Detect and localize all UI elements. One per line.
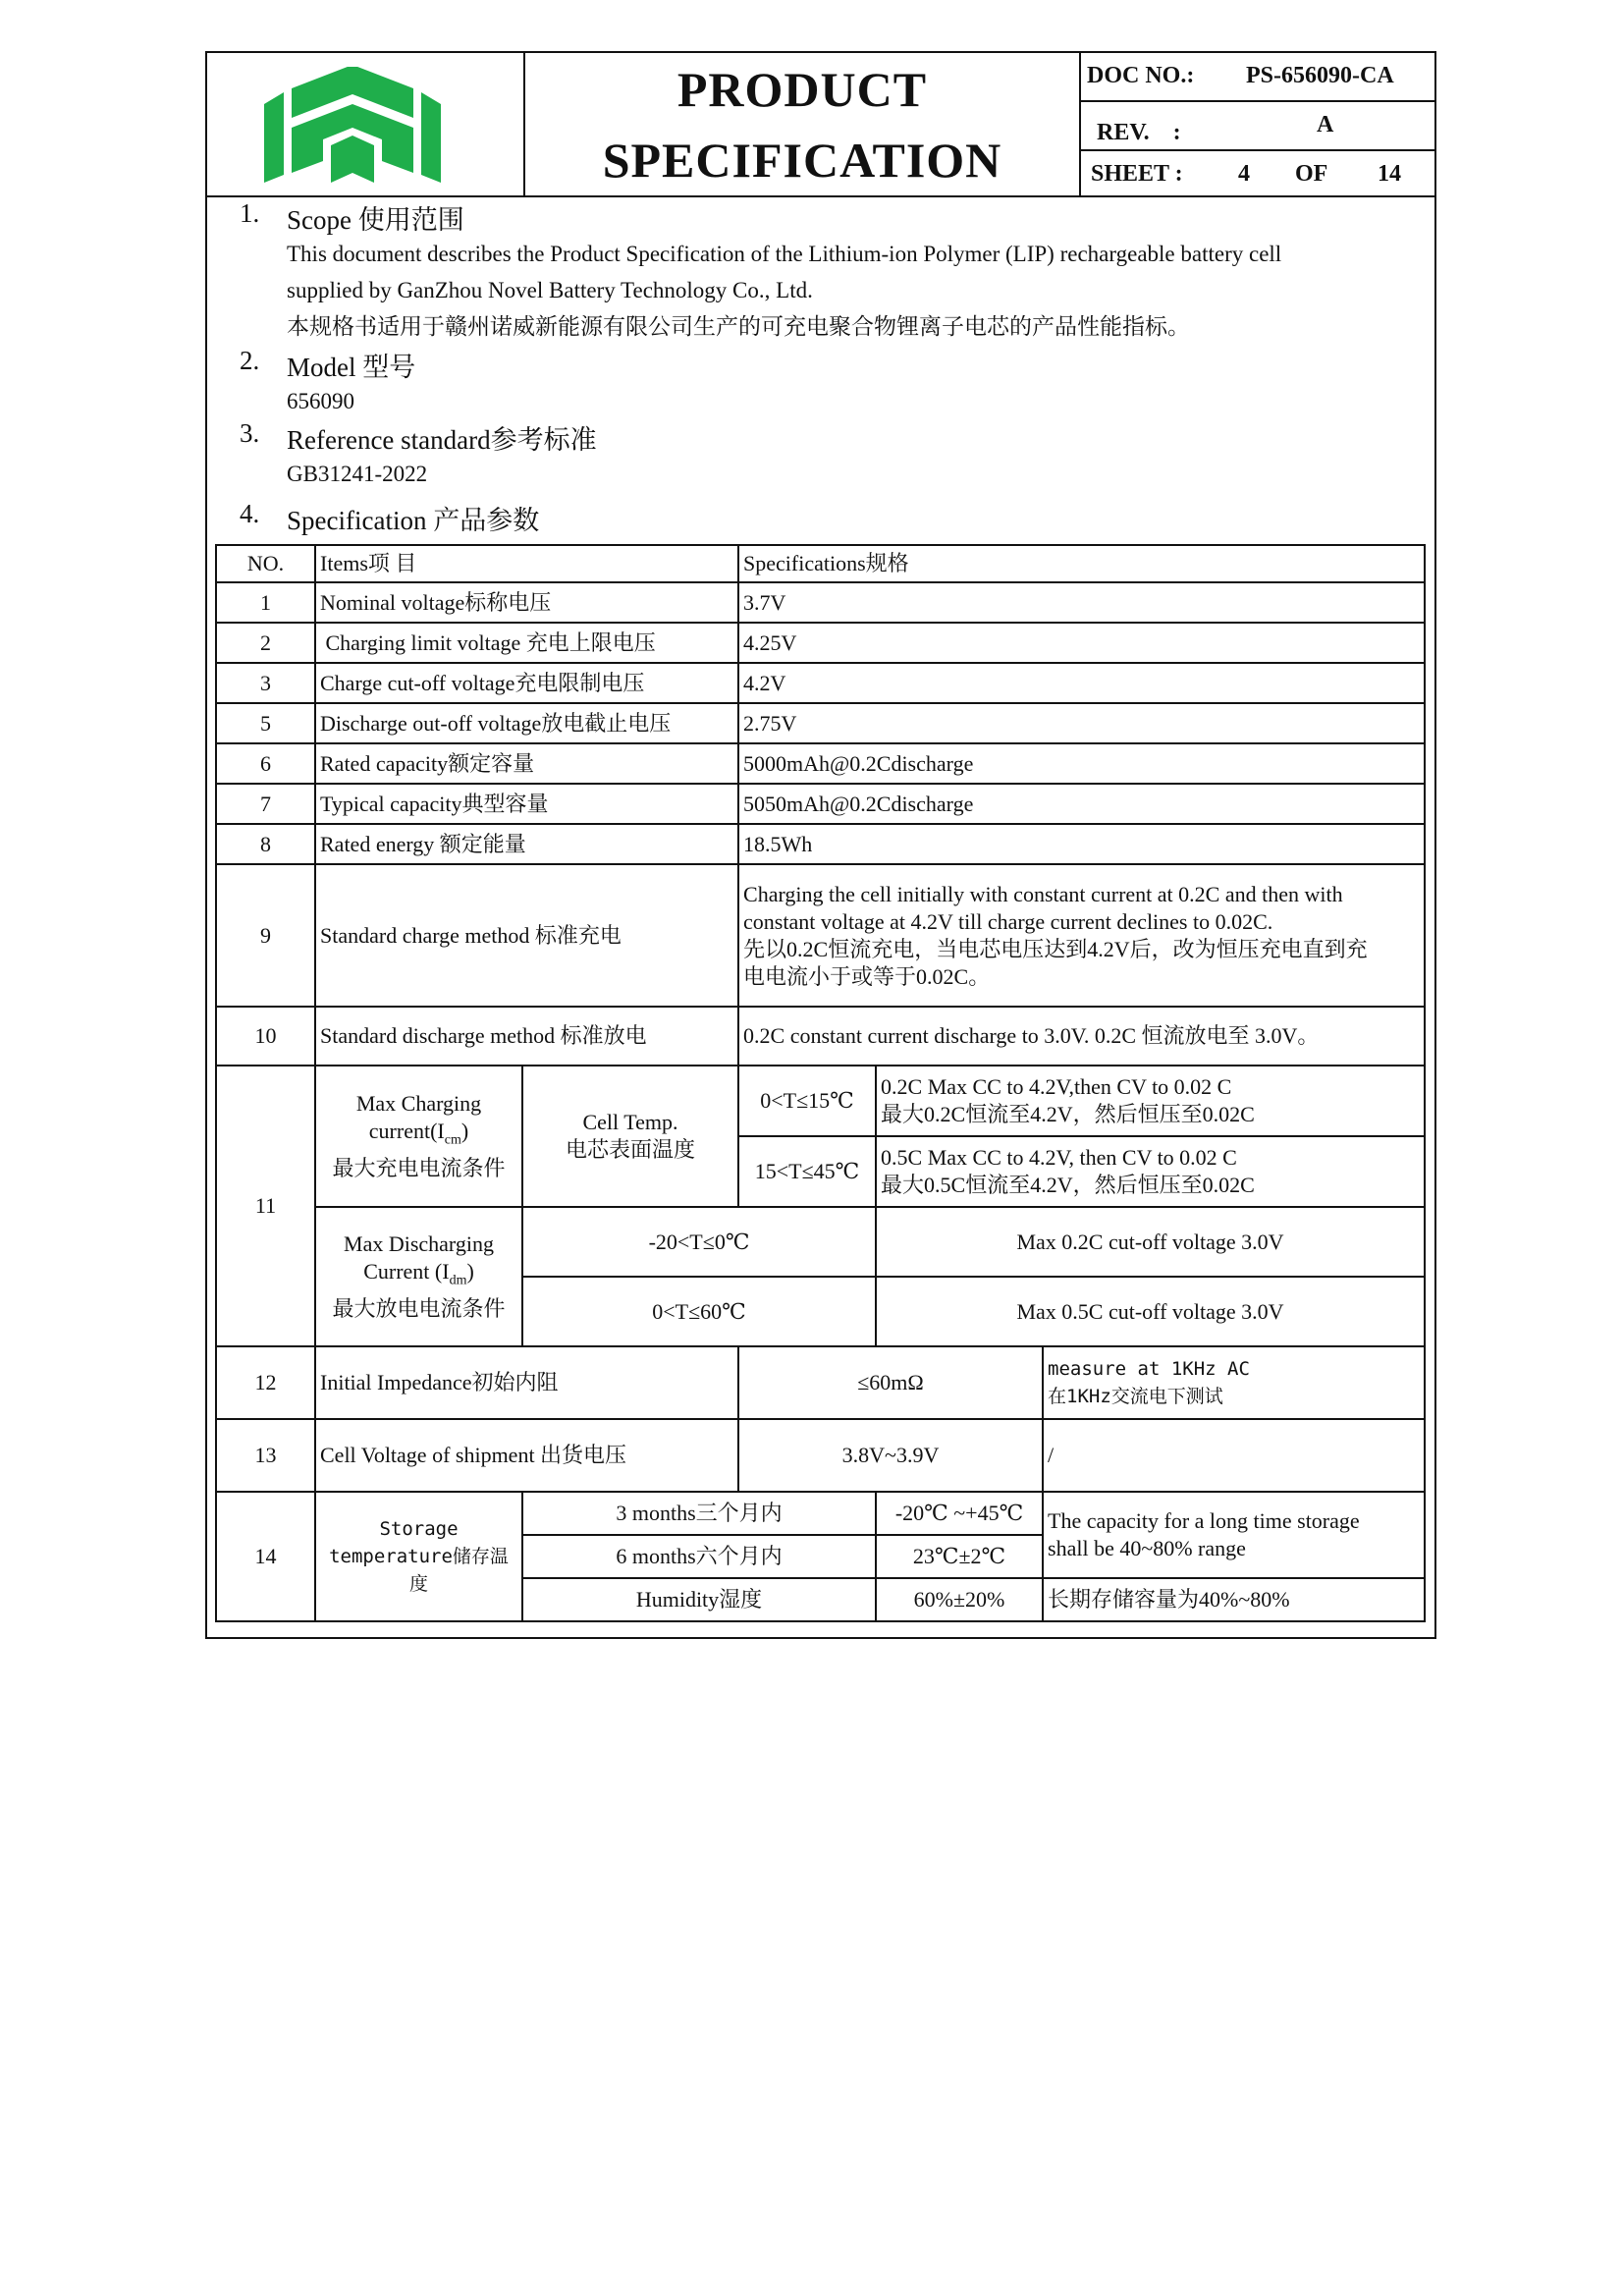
storage-value: 60%±20% (876, 1578, 1043, 1621)
spec-line: 先以0.2C恒流充电，当电芯电压达到4.2V后，改为恒压充电直到充 (743, 936, 1368, 961)
storage-humidity: Humidity湿度 (522, 1578, 876, 1621)
row-item: Nominal voltage标称电压 (315, 582, 738, 623)
row-item: Discharge out-off voltage放电截止电压 (315, 703, 738, 743)
row-spec: 3.7V (738, 582, 1425, 623)
row-spec: 5000mAh@0.2Cdischarge (738, 743, 1425, 784)
temp-range: 15<T≤45℃ (738, 1136, 876, 1207)
section-title: Scope 使用范围 (287, 205, 464, 235)
spec-line: 电电流小于或等于0.02C。 (743, 963, 991, 989)
temp-range: 0<T≤60℃ (522, 1277, 876, 1346)
reference-value: GB31241-2022 (287, 462, 428, 486)
label-line: 最大充电电流条件 (332, 1155, 506, 1180)
row-spec: 4.2V (738, 663, 1425, 703)
label-line: temperature储存温 (329, 1546, 509, 1567)
row-no: 9 (216, 864, 315, 1007)
model-value: 656090 (287, 389, 354, 413)
row-no: 10 (216, 1007, 315, 1066)
specification-table (215, 544, 1426, 1622)
row-spec: 2.75V (738, 703, 1425, 743)
label-line: 最大放电电流条件 (332, 1295, 506, 1321)
label-line (320, 1258, 517, 1294)
note-line: measure at 1KHz AC (1048, 1358, 1250, 1380)
storage-value: 23℃±2℃ (876, 1535, 1043, 1578)
section-title: Specification 产品参数 (287, 506, 540, 535)
row-spec: 18.5Wh (738, 824, 1425, 864)
cell-temp-label (522, 1066, 738, 1207)
row-no: 2 (216, 623, 315, 663)
table-row (216, 784, 1425, 824)
spec-line: 最大0.2C恒流至4.2V，然后恒压至0.02C (881, 1102, 1255, 1126)
scope-line: supplied by GanZhou Novel Battery Technology Co., Ltd. (287, 278, 813, 302)
row-no: 6 (216, 743, 315, 784)
row-note: / (1043, 1419, 1425, 1492)
document-meta (1081, 53, 1434, 195)
header-items: Items项 目 (315, 545, 738, 582)
note-line: shall be 40~80% range (1048, 1536, 1246, 1560)
row-item: Standard discharge method 标准放电 (315, 1007, 738, 1066)
document-title (525, 53, 1081, 195)
table-header-row (216, 545, 1425, 582)
document-header (207, 53, 1434, 197)
table-row (216, 1492, 1425, 1535)
row-no: 7 (216, 784, 315, 824)
note-line: 在1KHz交流电下测试 (1048, 1386, 1223, 1407)
header-no: NO. (216, 545, 315, 582)
table-row (216, 743, 1425, 784)
label-line: Storage (379, 1518, 459, 1540)
sheet-label: SHEET : (1091, 161, 1183, 187)
table-row (216, 663, 1425, 703)
company-logo-icon (264, 67, 441, 183)
spec-line: Charging the cell initially with constant current at 0.2C and then with (743, 881, 1343, 906)
label-text: ) (466, 1259, 474, 1285)
label-line: 度 (408, 1573, 428, 1595)
table-row (216, 1007, 1425, 1066)
temp-spec: Max 0.5C cut-off voltage 3.0V (876, 1277, 1425, 1346)
doc-no-row (1081, 53, 1434, 102)
row-value: 3.8V~3.9V (738, 1419, 1043, 1492)
table-row (216, 1419, 1425, 1492)
max-charging-label (315, 1066, 522, 1207)
spec-line: 0.5C Max CC to 4.2V, then CV to 0.02 C (881, 1145, 1237, 1170)
row-value: ≤60mΩ (738, 1346, 1043, 1419)
temp-range: 0<T≤15℃ (738, 1066, 876, 1136)
label-text: ) (460, 1119, 469, 1144)
label-subscript: dm (449, 1273, 467, 1288)
temp-range: -20<T≤0℃ (522, 1207, 876, 1277)
doc-no-label: DOC NO.: (1087, 63, 1195, 88)
table-row (216, 824, 1425, 864)
title-line-1: PRODUCT (676, 62, 928, 117)
row-spec: 0.2C constant current discharge to 3.0V. 0.2C 恒流放电至 3.0V。 (738, 1007, 1425, 1066)
storage-value: -20℃ ~+45℃ (876, 1492, 1043, 1535)
row-item: Rated energy 额定能量 (315, 824, 738, 864)
row-item: Rated capacity额定容量 (315, 743, 738, 784)
note-line: The capacity for a long time storage (1048, 1508, 1360, 1533)
row-item: Typical capacity典型容量 (315, 784, 738, 824)
table-row (216, 1066, 1425, 1136)
label-subscript: cm (444, 1132, 461, 1148)
row-note (1043, 1346, 1425, 1419)
label-text: current(I (368, 1119, 445, 1144)
storage-period: 6 months六个月内 (522, 1535, 876, 1578)
label-line: Max Discharging (344, 1231, 494, 1257)
row-no: 5 (216, 703, 315, 743)
max-discharging-label (315, 1207, 522, 1346)
row-no: 13 (216, 1419, 315, 1492)
row-no: 1 (216, 582, 315, 623)
label-text: Current (I (363, 1259, 450, 1285)
label-line: 电芯表面温度 (566, 1137, 696, 1162)
table-row (216, 623, 1425, 663)
row-no: 3 (216, 663, 315, 703)
table-row (216, 864, 1425, 1007)
sheet-value: 4 (1238, 161, 1250, 187)
section-number: 1. (240, 198, 260, 228)
label-line: Max Charging (355, 1091, 482, 1117)
temp-spec (876, 1136, 1425, 1207)
sheet-row (1081, 151, 1434, 198)
storage-period: 3 months三个月内 (522, 1492, 876, 1535)
row-item: Charging limit voltage 充电上限电压 (315, 623, 738, 663)
scope-line: This document describes the Product Specification of the Lithium-ion Polymer (LIP) rechargeable battery cell (287, 242, 1282, 266)
doc-no-value: PS-656090-CA (1246, 63, 1394, 88)
row-no: 14 (216, 1492, 315, 1621)
row-item: Standard charge method 标准充电 (315, 864, 738, 1007)
scope-text (287, 236, 1426, 345)
of-label: OF (1295, 161, 1328, 187)
storage-label (315, 1492, 522, 1621)
row-no: 12 (216, 1346, 315, 1419)
table-row (216, 703, 1425, 743)
section-number: 2. (240, 346, 260, 375)
spec-line: constant voltage at 4.2V till charge current declines to 0.02C. (743, 908, 1273, 934)
row-spec: 5050mAh@0.2Cdischarge (738, 784, 1425, 824)
label-line (320, 1118, 517, 1154)
row-spec: 4.25V (738, 623, 1425, 663)
rev-label: REV. : (1097, 120, 1181, 145)
rev-value: A (1317, 112, 1334, 137)
section-title: Model 型号 (287, 353, 416, 382)
table-row (216, 1346, 1425, 1419)
header-spec: Specifications规格 (738, 545, 1425, 582)
title-line-2: SPECIFICATION (602, 133, 1002, 188)
section-title: Reference standard参考标准 (287, 425, 597, 455)
row-no: 8 (216, 824, 315, 864)
section-number: 3. (240, 418, 260, 448)
storage-note: 长期存储容量为40%~80% (1043, 1578, 1425, 1621)
row-item: Charge cut-off voltage充电限制电压 (315, 663, 738, 703)
temp-spec: Max 0.2C cut-off voltage 3.0V (876, 1207, 1425, 1277)
table-row (216, 582, 1425, 623)
row-spec (738, 864, 1425, 1007)
rev-row (1081, 102, 1434, 151)
logo-cell (207, 53, 525, 195)
temp-spec (876, 1066, 1425, 1136)
spec-line: 0.2C Max CC to 4.2V,then CV to 0.02 C (881, 1074, 1232, 1099)
section-number: 4. (240, 499, 260, 528)
row-item: Initial Impedance初始内阻 (315, 1346, 738, 1419)
row-item: Cell Voltage of shipment 出货电压 (315, 1419, 738, 1492)
storage-note (1043, 1492, 1425, 1578)
label-line: Cell Temp. (582, 1110, 678, 1134)
scope-line: 本规格书适用于赣州诺威新能源有限公司生产的可充电聚合物锂离子电芯的产品性能指标。 (287, 314, 1190, 339)
spec-line: 最大0.5C恒流至4.2V，然后恒压至0.02C (881, 1173, 1255, 1197)
table-row (216, 1207, 1425, 1277)
row-no: 11 (216, 1066, 315, 1346)
of-value: 14 (1378, 161, 1401, 187)
